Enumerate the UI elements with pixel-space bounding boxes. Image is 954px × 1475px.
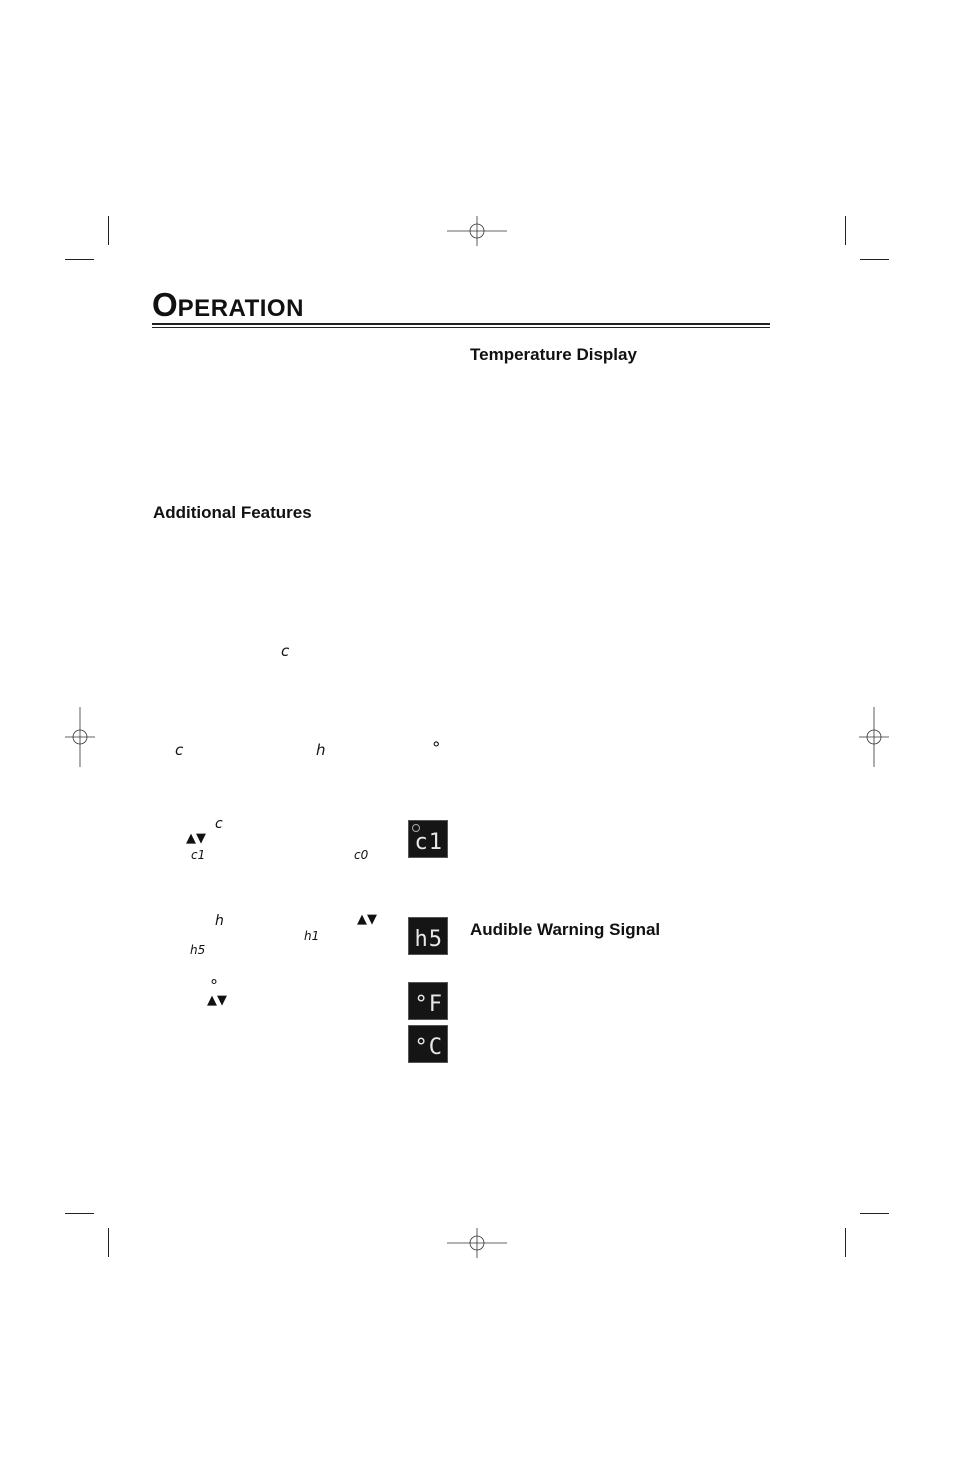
display-fahrenheit-text: °F: [414, 992, 443, 1017]
display-celsius: [408, 1025, 448, 1063]
crop-mark-tl-v: [108, 216, 109, 245]
title-rule-thin: [152, 327, 770, 328]
registration-mark-top-icon: [447, 216, 507, 246]
glyph-c-intro: c: [281, 642, 290, 660]
display-celsius-text: °C: [414, 1035, 443, 1060]
crop-mark-tl-h: [65, 259, 94, 260]
glyph-c1: c1: [191, 848, 206, 862]
glyph-c0: c0: [354, 848, 369, 862]
crop-mark-br-v: [845, 1228, 846, 1257]
registration-mark-left-icon: [65, 707, 95, 767]
page-title-initial: O: [152, 286, 178, 323]
heading-additional-features: Additional Features: [153, 503, 312, 522]
registration-mark-bottom-icon: [447, 1228, 507, 1258]
glyph-h-step: h: [215, 913, 224, 929]
display-fahrenheit: [408, 982, 448, 1020]
heading-audible-warning: Audible Warning Signal: [470, 920, 661, 939]
crop-mark-tr-v: [845, 216, 846, 245]
registration-mark-right-icon: [859, 707, 889, 767]
display-h-mode-text: h5: [414, 927, 443, 952]
glyph-c-mode: c: [175, 741, 184, 759]
glyph-c-step: c: [215, 816, 223, 832]
arrow-up-down-icon: ▲▼: [207, 993, 227, 1008]
display-c-mode: [408, 820, 448, 858]
glyph-h-mode: h: [316, 741, 326, 759]
display-c-mode-text: c1: [414, 830, 443, 855]
arrow-up-down-icon: ▲▼: [357, 912, 377, 927]
glyph-degree-step: °: [210, 976, 218, 995]
crop-mark-bl-v: [108, 1228, 109, 1257]
glyph-h1: h1: [304, 929, 320, 943]
heading-temperature-display: Temperature Display: [470, 345, 637, 364]
page-title-rest: PERATION: [177, 295, 304, 322]
arrow-up-down-icon: ▲▼: [186, 831, 206, 846]
page-title: [152, 286, 304, 324]
crop-mark-tr-h: [860, 259, 889, 260]
title-rule-thick: [152, 323, 770, 325]
crop-mark-bl-h: [65, 1213, 94, 1214]
glyph-degree-mode: °: [432, 739, 441, 759]
crop-mark-br-h: [860, 1213, 889, 1214]
display-h-mode: [408, 917, 448, 955]
glyph-h5: h5: [190, 943, 206, 957]
